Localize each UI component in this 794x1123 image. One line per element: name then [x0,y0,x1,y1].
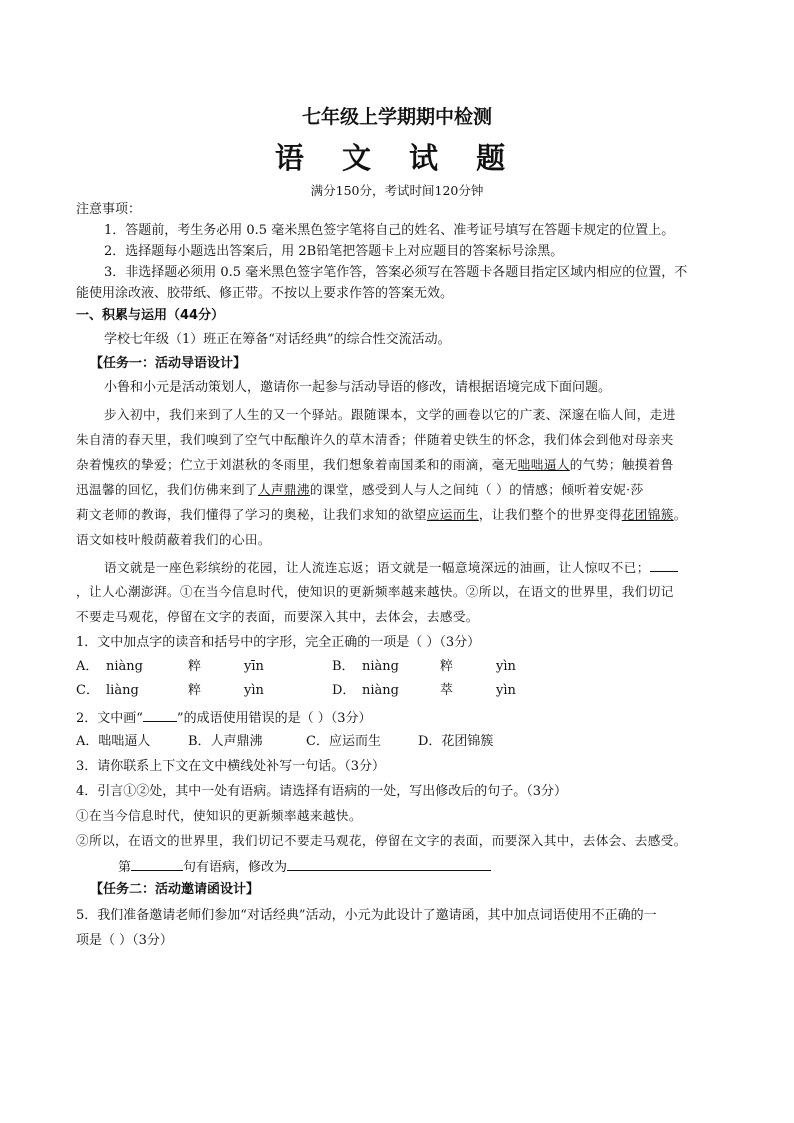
option-pinyin: niàng [362,659,399,674]
exam-subtitle: 满分150分，考试时间120分钟 [310,183,484,198]
passage-line [104,557,726,578]
task1-heading: 【任务一：活动导语设计】 [90,356,247,371]
option-pinyin: niàng [362,683,399,698]
answer-blank[interactable] [287,856,491,871]
option-letter: B． [332,659,355,674]
passage-line: 语文如枝叶般荫蔽着我们的心田。 [76,532,271,547]
option-pinyin: liàng [106,683,139,698]
passage-line [76,455,726,475]
underline-sample [143,707,177,722]
question-2 [76,707,726,729]
notice-item-1: 1．答题前，考生务必用 0.5 毫米黑色签字笔将自己的姓名、准考证号填写在答题卡规定的位置上。 [104,223,675,238]
section-heading: 一、积累与运用（44分） [76,308,225,323]
notice-item-2: 2．选择题每小题选出答案后，用 2B铅笔把答题卡上对应题目的答案标号涂黑。 [104,244,564,259]
underlined-idiom: 花团锦簇 [621,507,674,522]
subject-title: 语 文 试 题 [274,141,520,175]
underlined-idiom: 应运而生 [426,507,479,522]
option-char: 粹 [188,659,202,674]
passage-line: ，让人心潮澎湃。①在当今信息时代，使知识的更新频率越来越快。②所以，在语文的世界里，我们切记 [76,584,674,599]
notice-heading: 注意事项： [76,202,142,217]
q4-answer-line [118,856,726,878]
underlined-idiom: 咄咄逼人 [517,457,570,472]
text: 的课堂，感受到人与人之间纯（ ）的情感；倾听着安妮·莎 [309,482,644,497]
passage-line [76,480,726,500]
text: 。 [673,507,687,522]
text: 2．文中画“ [76,711,143,726]
option-char: 粹 [188,683,202,698]
option-pinyin: yìn [496,683,516,698]
option: C．应运而生 [306,734,381,749]
option: A．咄咄逼人 [76,734,151,749]
option-char: 萃 [440,683,454,698]
option-char: 粹 [440,659,454,674]
section-intro: 学校七年级（1）班正在筹备“对话经典”的综合性交流活动。 [104,332,451,347]
text: 语文就是一座色彩缤纷的花园，让人流连忘返；语文就是一幅意境深远的油画，让人惊叹不已； [104,560,650,575]
notice-item-3-cont: 能使用涂改液、胶带纸、修正带。不按以上要求作答的答案无效。 [76,286,454,301]
exam-title: 七年级上学期期中检测 [301,106,492,128]
text: 的气势；触摸着鲁 [569,457,674,472]
option-pinyin: yīn [244,659,264,674]
option-letter: C． [76,683,99,698]
text: ”的成语使用错误的是（ ）（3分） [176,711,372,726]
option-letter: D． [332,683,356,698]
option-letter: A． [76,659,99,674]
text: 迅温馨的回忆，我们仿佛来到了 [76,482,258,497]
option-pinyin: yìn [496,659,516,674]
question-5: 5．我们准备邀请老师们参加“对话经典”活动，小元为此设计了邀请函，其中加点词语使用不正确的一 [76,908,657,923]
answer-blank[interactable] [131,856,183,871]
task1-intro: 小鲁和小元是活动策划人，邀请你一起参与活动导语的修改，请根据语境完成下面问题。 [104,380,612,395]
notice-item-3: 3．非选择题必须用 0.5 毫米黑色签字笔作答，答案必须写在答题卡各题目指定区域内相应的位置，不 [104,265,688,280]
text: 第 [118,860,132,875]
question-3: 3．请你联系上下文在文中横线处补写一句话。（3分） [76,759,386,774]
underlined-idiom: 人声鼎沸 [257,482,310,497]
passage-line: 不要走马观花，停留在文字的表面，而要深入其中，去体会，去感受。 [76,609,479,624]
q4-sentence-1: ①在当今信息时代，使知识的更新频率越来越快。 [76,808,362,823]
option-pinyin: niàng [106,659,143,674]
option-pinyin: yìn [244,683,264,698]
question-5-cont: 项是（ ）（3分） [76,933,173,948]
text: 杂着愧疚的挚爱；伫立于刘湛秋的冬雨里，我们想象着南国柔和的雨滴，毫无 [76,457,518,472]
q4-sentence-2: ②所以，在语文的世界里，我们切记不要走马观花，停留在文字的表面，而要深入其中，去体会、去感受。 [76,833,687,848]
passage-line [76,505,726,525]
option: D．花团锦簇 [418,734,494,749]
text: 莉文老师的教诲，我们懂得了学习的奥秘，让我们求知的欲望 [76,507,427,522]
option: B．人声鼎沸 [188,734,263,749]
task2-heading: 【任务二：活动邀请函设计】 [90,882,260,897]
passage-line: 朱自清的春天里，我们嗅到了空气中酝酿许久的草木清香；伴随着史铁生的怀念，我们体会到他对母亲夹 [76,432,674,447]
text: 句有语病，修改为 [183,860,288,875]
passage-line: 步入初中，我们来到了人生的又一个驿站。跟随课本，文学的画卷以它的广袤、深邃在临人间，走进 [104,407,676,422]
fill-blank [650,557,678,572]
question-1: 1．文中加点字的读音和括号中的字形，完全正确的一项是（ ）（3分） [76,635,481,650]
text: ，让我们整个的世界变得 [478,507,622,522]
question-4: 4．引言①②处，其中一处有语病。请选择有语病的一处，写出修改后的句子。（3分） [76,784,568,799]
